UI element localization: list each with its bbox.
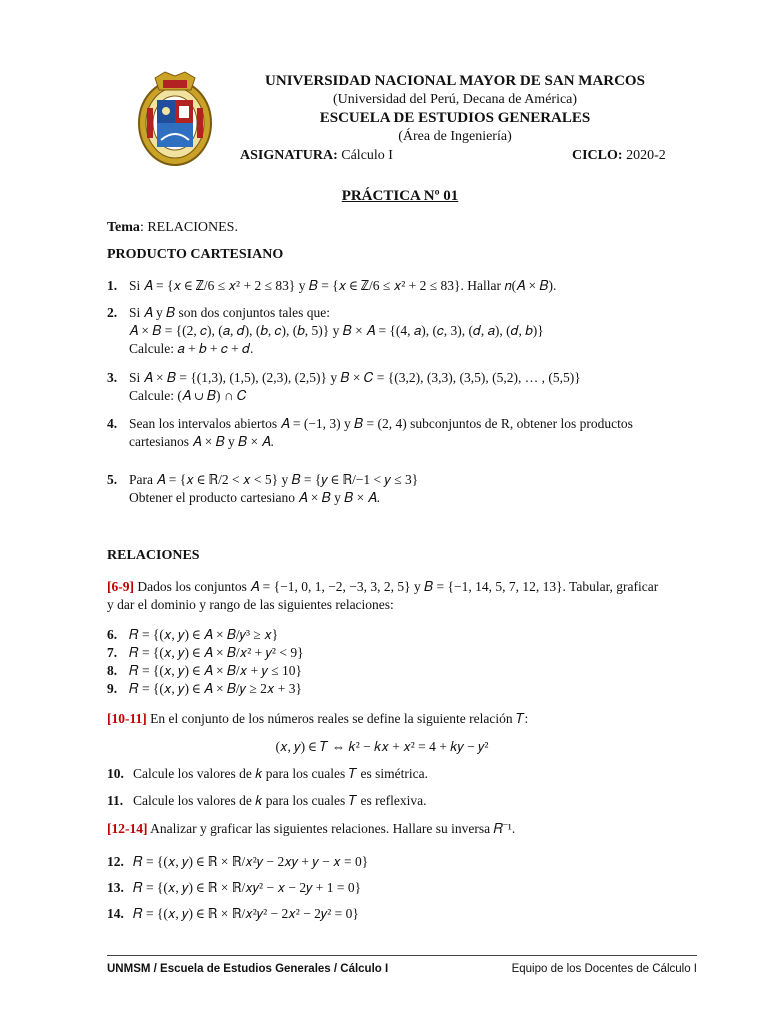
relation-list [107, 626, 304, 698]
university-seal-logo [135, 68, 215, 168]
tema-label: Tema [107, 220, 140, 235]
cycle-line [572, 148, 666, 164]
exercise-number: 4. [107, 416, 118, 431]
relations-intro [107, 578, 658, 614]
university-subtitle: (Universidad del Perú, Decana de América) [332, 92, 578, 107]
intro-text: Analizar y graficar las siguientes relaciones. Hallare su inversa 𝑅⁻¹. [147, 821, 516, 836]
exercise-item [107, 277, 556, 295]
exercise-text: Calcule: 𝑎 + 𝑏 + 𝑐 + 𝑑. [129, 341, 254, 356]
exercise-number: 11. [107, 793, 124, 808]
relation-text: 𝑅 = {(𝑥, 𝑦) ∈ 𝐴 × 𝐵/𝑥² + 𝑦² < 9} [129, 645, 304, 660]
relation-item [107, 680, 304, 698]
intro-text: En el conjunto de los números reales se define la siguiente relación 𝑇: [146, 711, 529, 726]
exercise-item [107, 792, 427, 810]
relation-text: 𝑅 = {(𝑥, 𝑦) ∈ ℝ × ℝ/𝑥²𝑦² − 2𝑥² − 2𝑦² = 0} [133, 906, 359, 921]
footer-right-text: Equipo de los Docentes de Cálculo I [511, 963, 697, 975]
exercise-text: Si 𝐴 × 𝐵 = {(1,3), (1,5), (2,3), (2,5)} y 𝐵 × 𝐶 = {(3,2), (3,3), (3,5), (5,2), … , (5,5)} [129, 370, 581, 385]
relation-item [107, 626, 304, 644]
exercise-number: 10. [107, 766, 124, 781]
relation-text: 𝑅 = {(𝑥, 𝑦) ∈ ℝ × ℝ/𝑥²𝑦 − 2𝑥𝑦 + 𝑦 − 𝑥 = 0} [133, 854, 369, 869]
section-heading-relations: RELACIONES [107, 548, 200, 563]
relation-text: 𝑅 = {(𝑥, 𝑦) ∈ 𝐴 × 𝐵/𝑦 ≥ 2𝑥 + 3} [129, 681, 303, 696]
footer-divider [107, 955, 697, 956]
exercise-number: 9. [107, 681, 118, 696]
section-heading-cartesian: PRODUCTO CARTESIANO [107, 247, 284, 262]
relation-item [107, 644, 304, 662]
exercise-text: Calcule los valores de 𝑘 para los cuales 𝑇 es reflexiva. [133, 793, 427, 808]
exercise-number: 2. [107, 305, 118, 320]
footer-left-text: UNMSM / Escuela de Estudios Generales / Cálculo I [107, 963, 389, 975]
cycle-label: CICLO: [572, 148, 623, 163]
exercise-text: Si 𝐴 y 𝐵 son dos conjuntos tales que: [129, 305, 330, 320]
relation-item [107, 875, 368, 901]
cycle-value: 2020-2 [626, 148, 666, 163]
exercise-number: 8. [107, 663, 118, 678]
relation-equation: (𝑥, 𝑦) ∈ 𝑇 ⇔ 𝑘² − 𝑘𝑥 + 𝑥² = 4 + 𝑘𝑦 − 𝑦² [275, 739, 489, 754]
exercise-range-tag: [12-14] [107, 821, 148, 836]
exercise-text: Sean los intervalos abiertos 𝐴 = (−1, 3) y 𝐵 = (2, 4) subconjuntos de R, obtener los productos [129, 416, 633, 431]
subject-line [240, 148, 393, 164]
tema-value: : RELACIONES. [139, 220, 238, 235]
relation-text: 𝑅 = {(𝑥, 𝑦) ∈ 𝐴 × 𝐵/𝑦³ ≥ 𝑥} [129, 627, 279, 642]
exercise-number: 7. [107, 645, 118, 660]
relation-item [107, 849, 368, 875]
intro-text: y dar el dominio y rango de las siguientes relaciones: [107, 597, 394, 612]
exercise-number: 5. [107, 472, 118, 487]
area-name: (Área de Ingeniería) [398, 129, 512, 144]
exercise-number: 13. [107, 880, 124, 895]
relations-12-14-intro [107, 820, 515, 838]
exercise-item [107, 304, 544, 358]
exercise-item [107, 471, 418, 507]
relation-text: 𝑅 = {(𝑥, 𝑦) ∈ ℝ × ℝ/𝑥𝑦² − 𝑥 − 2𝑦 + 1 = 0} [133, 880, 362, 895]
practice-title: PRÁCTICA Nº 01 [341, 188, 459, 204]
relation-text: 𝑅 = {(𝑥, 𝑦) ∈ 𝐴 × 𝐵/𝑥 + 𝑦 ≤ 10} [129, 663, 303, 678]
exercise-range-tag: [10-11] [107, 711, 147, 726]
university-name: UNIVERSIDAD NACIONAL MAYOR DE SAN MARCOS [265, 73, 645, 89]
intro-text: Dados los conjuntos 𝐴 = {−1, 0, 1, −2, −3, 3, 2, 5} y 𝐵 = {−1, 14, 5, 7, 12, 13}. Tabular, graficar [134, 579, 659, 594]
school-name: ESCUELA DE ESTUDIOS GENERALES [319, 110, 591, 126]
exercise-range-tag: [6-9] [107, 579, 134, 594]
exercise-text: Calcule los valores de 𝑘 para los cuales 𝑇 es simétrica. [133, 766, 429, 781]
exercise-item [107, 369, 581, 405]
exercise-item [107, 765, 428, 783]
exercise-text: Calcule: (𝐴 ∪ 𝐵) ∩ 𝐶 [129, 388, 247, 403]
tema-line [107, 219, 238, 237]
exercise-number: 14. [107, 906, 124, 921]
exercise-text: Obtener el producto cartesiano 𝐴 × 𝐵 y 𝐵 × 𝐴. [129, 490, 380, 505]
subject-value: Cálculo I [341, 148, 393, 163]
relation-list-2 [107, 849, 368, 927]
exercise-text: 𝐴 × 𝐵 = {(2, 𝑐), (𝑎, 𝑑), (𝑏, 𝑐), (𝑏, 5)} y 𝐵 × 𝐴 = {(4, 𝑎), (𝑐, 3), (𝑑, 𝑎), (𝑑, 𝑏)} [129, 323, 544, 338]
exercise-number: 6. [107, 627, 118, 642]
exercise-text: cartesianos 𝐴 × 𝐵 y 𝐵 × 𝐴. [129, 434, 274, 449]
exercise-item [107, 415, 633, 451]
exercise-number: 3. [107, 370, 118, 385]
relation-item [107, 901, 368, 927]
subject-label: ASIGNATURA: [240, 148, 338, 163]
relation-item [107, 662, 304, 680]
exercise-number: 1. [107, 278, 118, 293]
relations-10-11-intro [107, 710, 528, 728]
exercise-text: Si 𝐴 = {𝑥 ∈ ℤ/6 ≤ 𝑥² + 2 ≤ 83} y 𝐵 = {𝑥 ∈ ℤ/6 ≤ 𝑥² + 2 ≤ 83}. Hallar 𝑛(𝐴 × 𝐵). [129, 278, 557, 293]
exercise-text: Para 𝐴 = {𝑥 ∈ ℝ/2 < 𝑥 < 5} y 𝐵 = {𝑦 ∈ ℝ/−1 < 𝑦 ≤ 3} [129, 472, 419, 487]
exercise-number: 12. [107, 854, 124, 869]
